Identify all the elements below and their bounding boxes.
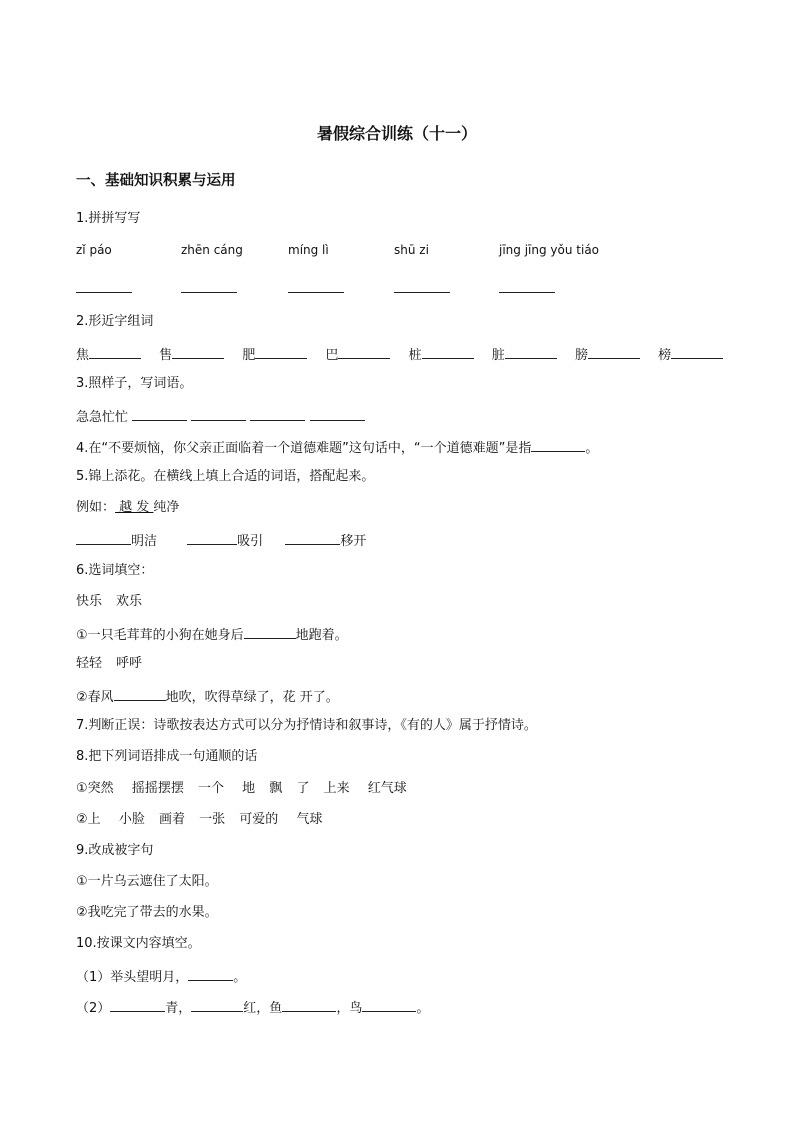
q6-word-pair (76, 593, 142, 611)
q4-text (76, 437, 598, 458)
pinyin-1: zǐ páo (76, 243, 112, 257)
example-prefix: 例如： (76, 500, 116, 515)
section-heading: 一、基础知识积累与运用 (76, 173, 236, 189)
q1-label: 1.拼拼写写 (76, 211, 141, 226)
q5-label: 5.锦上添花。在横线上填上合适的词语，搭配起来。 (76, 469, 375, 484)
answer-blank[interactable] (76, 280, 132, 293)
q9-sentence-2: ②我吃完了带去的水果。 (76, 905, 218, 920)
char-item: 桩 (408, 348, 422, 363)
answer-blank[interactable] (114, 686, 166, 701)
q4-end: 。 (585, 441, 599, 456)
answer-blank[interactable] (671, 344, 723, 359)
q10-item-2 (76, 997, 429, 1018)
char-item: 肥 (242, 348, 256, 363)
page-title: 暑假综合训练（十一） (316, 124, 477, 143)
answer-blank[interactable] (422, 344, 474, 359)
q7-text: 7.判断正误：诗歌按表达方式可以分为抒情诗和叙事诗，《有的人》属于抒情诗。 (76, 718, 537, 733)
q8-row-1 (76, 780, 407, 798)
q10-label: 10.按课文内容填空。 (76, 936, 201, 951)
char-item: 脏 (491, 348, 505, 363)
answer-blank[interactable] (244, 624, 296, 639)
sentence-text: ①一只毛茸茸的小狗在她身后 (76, 628, 244, 643)
char-item: 膀 (574, 348, 588, 363)
q9-label: 9.改成被字句 (76, 843, 154, 858)
poem-text: （1）举头望明月， (76, 970, 189, 985)
answer-blank[interactable] (499, 280, 555, 293)
example-answer: 越 发 (115, 500, 154, 515)
word-item: 一张 (199, 812, 226, 827)
answer-blank[interactable] (288, 280, 344, 293)
answer-blank[interactable] (362, 997, 416, 1012)
poem-text: 青， (165, 1001, 192, 1016)
q6-sentence-2 (76, 686, 339, 707)
answer-blank[interactable] (505, 344, 557, 359)
word-item: 了 (296, 781, 310, 796)
answer-blank[interactable] (187, 530, 237, 545)
answer-blank[interactable] (250, 406, 305, 421)
answer-blank[interactable] (338, 344, 390, 359)
collocation-word: 吸引 (237, 534, 264, 549)
pinyin-3: míng lì (288, 243, 329, 257)
answer-blank[interactable] (394, 280, 450, 293)
q6-label: 6.选词填空： (76, 563, 154, 578)
answer-blank[interactable] (188, 966, 233, 981)
poem-text: （2） (76, 1001, 111, 1016)
q4-question: 4.在“不要烦恼，你父亲正面临着一个道德难题”这句话中，“一个道德难题”是指 (76, 441, 532, 456)
char-item: 焦 (76, 348, 90, 363)
poem-text: 。 (416, 1001, 430, 1016)
word-item: 飘 (269, 781, 283, 796)
answer-blank[interactable] (310, 406, 365, 421)
q2-row (76, 344, 723, 365)
answer-blank[interactable] (255, 344, 307, 359)
sentence-text: 地跑着。 (295, 628, 348, 643)
q3-label: 3.照样子，写词语。 (76, 376, 193, 391)
pinyin-2: zhēn cáng (181, 243, 243, 257)
q6-word-pair (76, 655, 142, 673)
q8-row-2 (76, 811, 322, 829)
choice-word: 轻轻 (76, 656, 103, 671)
pinyin-4: shū zi (394, 243, 429, 257)
char-item: 售 (159, 348, 173, 363)
item-number: ② (76, 812, 88, 827)
answer-blank[interactable] (588, 344, 640, 359)
answer-blank[interactable] (89, 344, 141, 359)
answer-blank[interactable] (110, 997, 165, 1012)
choice-word: 呼呼 (116, 656, 143, 671)
q10-item-1 (76, 966, 246, 987)
q9-sentence-1: ①一片乌云遮住了太阳。 (76, 874, 218, 889)
collocation-word: 明洁 (131, 534, 158, 549)
word-item: 可爱的 (239, 812, 279, 827)
collocation-word: 移开 (340, 534, 367, 549)
answer-blank[interactable] (191, 997, 243, 1012)
word-item: 红气球 (367, 781, 407, 796)
poem-text: 。 (233, 970, 247, 985)
choice-word: 快乐 (76, 594, 103, 609)
pinyin-5: jīng jīng yǒu tiáo (499, 243, 600, 257)
choice-word: 欢乐 (116, 594, 143, 609)
poem-text: 红，鱼 (243, 1001, 283, 1016)
q5-row (76, 530, 366, 551)
answer-blank[interactable] (531, 437, 585, 452)
answer-blank[interactable] (285, 530, 340, 545)
q6-sentence-1 (76, 624, 348, 645)
poem-text: ，鸟 (336, 1001, 363, 1016)
q8-label: 8.把下列词语排成一句通顺的话 (76, 749, 258, 764)
word-item: 摇摇摆摆 (131, 781, 184, 796)
word-item: 小脸 (118, 812, 145, 827)
q3-row (76, 406, 365, 427)
char-item: 榜 (658, 348, 672, 363)
word-item: 地 (242, 781, 256, 796)
char-item: 巴 (325, 348, 339, 363)
word-item: 一个 (197, 781, 224, 796)
sentence-text: 地吹，吹得草绿了，花 开了。 (165, 690, 339, 705)
example-word: 急急忙忙 (76, 410, 129, 425)
answer-blank[interactable] (76, 530, 131, 545)
word-item: 上来 (323, 781, 350, 796)
word-item: 上 (87, 812, 101, 827)
word-item: 突然 (87, 781, 114, 796)
word-item: 画着 (158, 812, 185, 827)
word-item: 气球 (296, 812, 323, 827)
answer-blank[interactable] (181, 280, 237, 293)
sentence-text: ②春风 (76, 690, 114, 705)
answer-blank[interactable] (282, 997, 336, 1012)
q5-example (76, 499, 179, 517)
example-word: 纯净 (153, 500, 180, 515)
q2-label: 2.形近字组词 (76, 314, 154, 329)
answer-blank[interactable] (191, 406, 246, 421)
item-number: ① (76, 781, 88, 796)
answer-blank[interactable] (172, 344, 224, 359)
answer-blank[interactable] (132, 406, 187, 421)
